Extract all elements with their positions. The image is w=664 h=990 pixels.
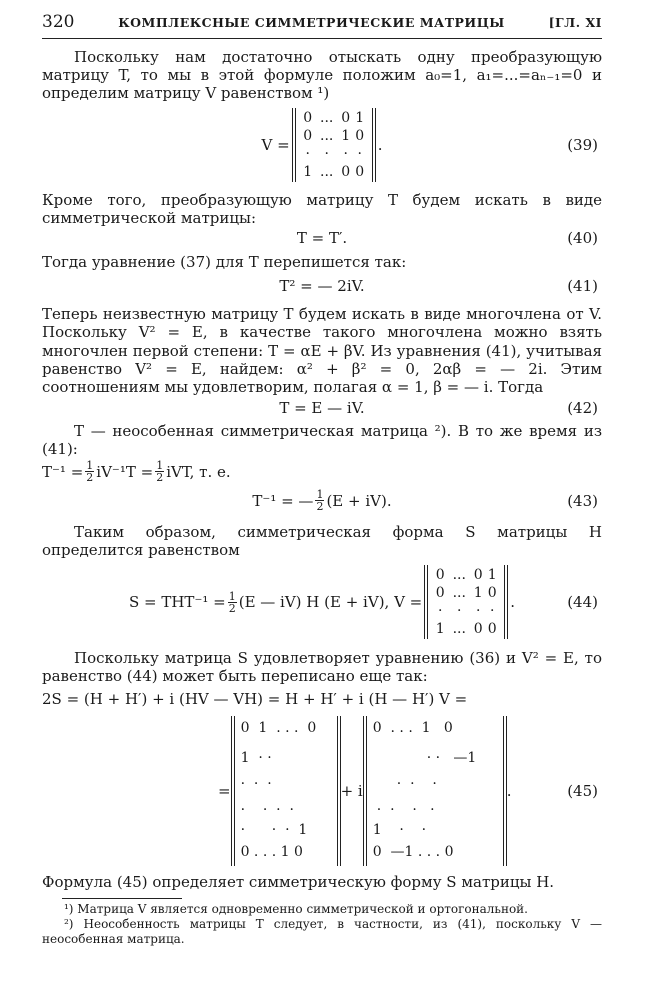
matrix-v [292,108,376,182]
paragraph-2: Кроме того, преобразующую матрицу T будем искать в виде симметрической матрицы: [42,190,602,227]
matrix-cell-2-1: · [457,603,462,620]
p5-frac-2 [155,460,164,483]
paragraph-1: Поскольку нам достаточно отыскать одну преобразующую матрицу T, то мы в этой формуле положим a₀=1, a₁=...=aₙ₋₁=0 и определим матрицу V равенством ¹) [42,48,602,103]
eq40-number: (40) [567,229,598,248]
p5-mid: iV⁻¹T = [96,462,154,481]
matrix-cell-1-0: 0 [303,127,313,144]
matrix-h-sym: 0 1 . . . 0 1 · · · · · · · · · · · · 1 0 . . . 1 0 [231,716,341,866]
eq41-text: T² = — 2iV. [279,277,365,296]
eq43-frac-num: 1 [316,488,324,502]
eq40-text: T = T′. [296,229,348,248]
matrix-cell-3-0: 1 [435,621,445,638]
matrix-cell-3-0: 1 [303,163,313,180]
matrix-cell-0-1: ... [320,109,334,126]
matrix-cell-1-3: 0 [355,127,365,144]
paragraph-4: Теперь неизвестную матрицу T будем искать в виде многочлена от V. Поскольку V² = E, в качестве такого многочлена можно взять многочлен первой степени: T = αE + βV. Из уравнения (41), учитывая равенство V² = E, найдем: α² + β² = 0, 2αβ = — 2i. Этим соотношениям мы удовлетворим, полагая α = 1, β = — i. Тогда [42,305,602,397]
paragraph-6: Таким образом, симметрическая форма S матрицы H определится равенством [42,522,602,559]
eq39-tail: . [377,135,383,154]
p5-frac1-num: 1 [86,459,94,473]
running-header [42,12,602,39]
page [42,12,602,947]
matrix-cell-2-2: · [476,603,481,620]
matrix-v-44 [424,565,508,639]
matrix-cell-0-3: 1 [487,567,497,584]
matrix-cell-0-2: 0 [473,567,483,584]
equation-40 [42,227,602,249]
eq43-lhs: T⁻¹ = — [252,491,314,510]
matrix-cell-0-1: ... [452,567,466,584]
equation-39 [42,105,602,185]
footnote-2: ²) Неособенность матрицы T следует, в частности, из (41), поскольку V — неособенная матрица. [42,916,602,946]
eq44-tail: . [510,593,516,612]
eq44-frac-num: 1 [228,589,236,603]
matrix-cell-1-1: ... [320,127,334,144]
matrix-cell-2-3: · [357,145,362,162]
eq39-lhs: V = [261,135,290,154]
equation-44 [42,559,602,645]
eq44-frac-den: 2 [228,601,236,615]
matrix-cell-0-2: 0 [341,109,351,126]
eq43-frac-den: 2 [316,500,324,514]
matrix-cell-0-0: 0 [303,109,313,126]
p5-lhs: T⁻¹ = [42,462,84,481]
eq44-frac [228,591,237,614]
eq39-number: (39) [567,135,598,154]
p5-frac2-den: 2 [156,471,164,485]
matrix-cell-3-2: 0 [473,621,483,638]
footnote-rule [62,898,182,899]
equation-41 [42,271,602,301]
eq42-text: T = E — iV. [279,399,365,418]
p5-frac-1 [85,460,94,483]
p5-frac2-num: 1 [156,459,164,473]
matrix-h-anti: 0 . . . 1 0 · · —1 · · · · · · · 1 · · 0 —1 . . . 0 [363,716,507,866]
matrix-cell-1-2: 1 [473,585,483,602]
eq44-number: (44) [567,593,598,612]
equation-45-line1 [42,685,602,713]
paragraph-5-formula [42,459,602,485]
p5-end: iVT, [166,462,195,481]
matrix-cell-3-1: ... [452,621,466,638]
eq45-line1: 2S = (H + H′) + i (HV — VH) = H + H′ + i (H — H′) V = [42,690,468,709]
eq43-number: (43) [567,491,598,510]
matrix-cell-1-1: ... [452,585,466,602]
matrix-cell-1-3: 0 [487,585,497,602]
eq44-lhs: S = THT⁻¹ = [128,593,226,612]
matrix-cell-3-2: 0 [341,163,351,180]
equation-43 [42,485,602,517]
eq45-plus-i: + i [340,782,363,801]
paragraph-5: T — неособенная симметрическая матрица ²). В то же время из (41): [42,422,602,459]
p5-frac1-den: 2 [86,471,94,485]
chapter-label: [ГЛ. XI [548,15,602,30]
equation-42 [42,396,602,420]
running-title: КОМПЛЕКСНЫЕ СИММЕТРИЧЕСКИЕ МАТРИЦЫ [118,15,505,30]
footnote-1: ¹) Матрица V является одновременно симметрической и ортогональной. [64,901,528,916]
p5-tail: т. е. [199,462,231,481]
eq45-number: (45) [567,782,598,801]
matrix-cell-0-0: 0 [435,567,445,584]
matrix-cell-3-3: 0 [487,621,497,638]
eq43-rhs: (E + iV). [326,491,392,510]
matrix-cell-2-0: · [305,145,310,162]
matrix-cell-1-0: 0 [435,585,445,602]
matrix-cell-2-3: · [490,603,495,620]
paragraph-7: Поскольку матрица S удовлетворяет уравнению (36) и V² = E, то равенство (44) может быть переписано еще так: [42,649,602,686]
matrix-cell-3-1: ... [320,163,334,180]
paragraph-3: Тогда уравнение (37) для T перепишется так: [42,253,407,272]
equation-45-matrices [42,713,602,869]
matrix-cell-1-2: 1 [341,127,351,144]
eq44-rhs: (E — iV) H (E + iV), V = [238,593,423,612]
eq43-frac [315,489,324,512]
matrix-cell-2-0: · [438,603,443,620]
eq45-eq: = [218,782,231,801]
eq45-tail: . [506,782,512,801]
eq41-number: (41) [567,277,598,296]
eq42-number: (42) [567,399,598,418]
page-number: 320 [42,12,75,32]
matrix-cell-0-3: 1 [355,109,365,126]
matrix-cell-2-1: · [324,145,329,162]
matrix-cell-3-3: 0 [355,163,365,180]
paragraph-8: Формула (45) определяет симметрическую форму S матрицы H. [42,873,555,892]
matrix-cell-2-2: · [343,145,348,162]
